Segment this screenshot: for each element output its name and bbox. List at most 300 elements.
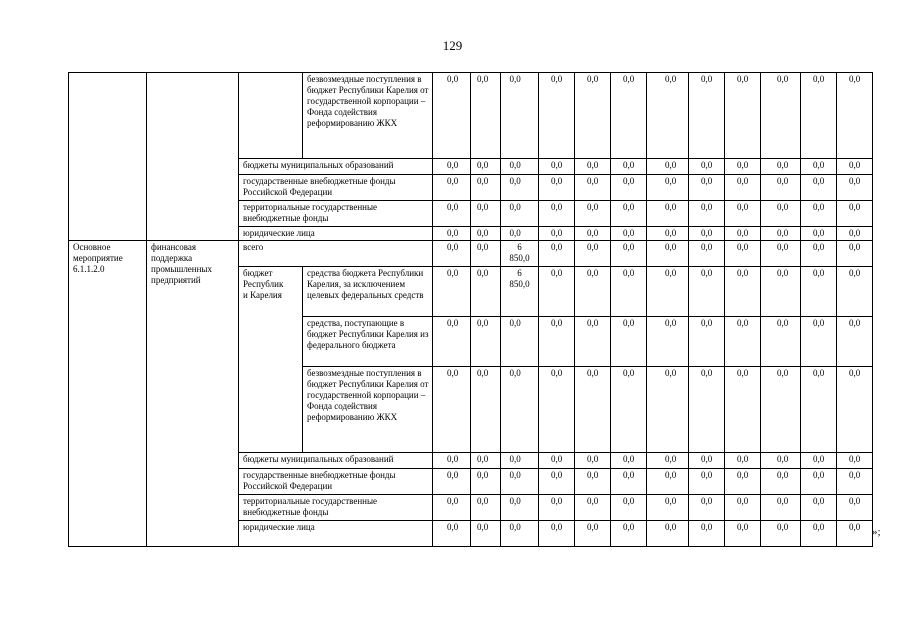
cell-value: 0,0 — [551, 470, 563, 480]
value-cell — [433, 175, 471, 201]
value-cell — [501, 267, 539, 317]
value-cell — [837, 521, 873, 547]
cell-value: 0,0 — [477, 268, 489, 278]
cell-value: 0,0 — [623, 242, 635, 252]
value-cell — [471, 73, 501, 159]
cell-value: 0,0 — [447, 160, 459, 170]
value-cell — [471, 227, 501, 241]
value-cell — [837, 495, 873, 521]
cell-value: 0,0 — [551, 242, 563, 252]
cell-value: 0,0 — [737, 496, 749, 506]
cell-value: 0,0 — [665, 470, 677, 480]
value-cell — [725, 267, 761, 317]
cell-value: 0,0 — [587, 242, 599, 252]
cell-value: 0,0 — [623, 176, 635, 186]
cell-value: 0,0 — [587, 268, 599, 278]
cell-value: 0,0 — [665, 202, 677, 212]
cell-value: 0,0 — [665, 522, 677, 532]
cell-value: 0,0 — [737, 74, 749, 84]
value-cell — [575, 201, 611, 227]
cell-value: 0,0 — [701, 74, 713, 84]
value-cell — [725, 495, 761, 521]
cell-value: 0,0 — [447, 74, 459, 84]
cell-value: 0,0 — [477, 368, 489, 378]
cell-value: 0,0 — [509, 496, 521, 506]
cell-value: 0,0 — [777, 160, 789, 170]
value-cell — [611, 367, 647, 453]
value-cell — [575, 367, 611, 453]
value-cell — [647, 367, 689, 453]
value-cell — [471, 241, 501, 267]
activity-code: Основное мероприятие 6.1.1.2.0 — [69, 241, 147, 547]
value-cell — [647, 469, 689, 495]
cell-value: 0,0 — [551, 74, 563, 84]
value-cell — [725, 241, 761, 267]
cell-value: 0,0 — [509, 202, 521, 212]
value-cell — [725, 73, 761, 159]
value-cell — [501, 469, 539, 495]
cell-value: 0,0 — [701, 176, 713, 186]
cell-value: 0,0 — [701, 160, 713, 170]
cell-value: 0,0 — [813, 228, 825, 238]
value-cell — [761, 227, 801, 241]
cell-value: 0,0 — [551, 496, 563, 506]
cell-value: 0,0 — [777, 202, 789, 212]
value-cell — [725, 175, 761, 201]
cell-value: 0,0 — [587, 228, 599, 238]
value-cell — [575, 267, 611, 317]
cell-value: 0,0 — [587, 368, 599, 378]
cell-value: 0,0 — [623, 368, 635, 378]
cell-value: 0,0 — [477, 470, 489, 480]
cell-value: 0,0 — [777, 368, 789, 378]
cell-value: 0,0 — [587, 202, 599, 212]
value-cell — [647, 495, 689, 521]
cell-value: 0,0 — [477, 318, 489, 328]
cell-value: 0,0 — [849, 268, 861, 278]
cell-value: 0,0 — [509, 454, 521, 464]
cell-value: 0,0 — [737, 242, 749, 252]
value-cell — [471, 495, 501, 521]
cell-value: 0,0 — [849, 176, 861, 186]
value-cell — [837, 317, 873, 367]
cell-value: 0,0 — [849, 74, 861, 84]
cell-value: 0,0 — [777, 268, 789, 278]
value-cell — [433, 227, 471, 241]
cell-value: 0,0 — [737, 470, 749, 480]
value-cell — [501, 175, 539, 201]
value-cell — [501, 227, 539, 241]
value-cell — [539, 175, 575, 201]
value-cell — [647, 201, 689, 227]
cell-value: 0,0 — [477, 496, 489, 506]
cell-value: 0,0 — [777, 228, 789, 238]
cell-value: 0,0 — [447, 496, 459, 506]
value-cell — [575, 521, 611, 547]
value-cell — [611, 495, 647, 521]
value-cell — [539, 317, 575, 367]
cell-value: 0,0 — [623, 202, 635, 212]
value-cell — [689, 73, 725, 159]
closing-quote: »; — [872, 526, 881, 538]
value-cell — [801, 469, 837, 495]
cell-value: 0,0 — [665, 176, 677, 186]
cell-value: 0,0 — [551, 202, 563, 212]
cell-value: 0,0 — [737, 268, 749, 278]
value-cell — [801, 367, 837, 453]
value-cell — [433, 159, 471, 175]
value-cell — [539, 367, 575, 453]
value-cell — [501, 201, 539, 227]
source-cell: бюджеты муниципальных образований — [239, 453, 433, 469]
cell-value: 0,0 — [813, 160, 825, 170]
cell-value: 0,0 — [623, 522, 635, 532]
cell-value: 0,0 — [813, 470, 825, 480]
budget-table — [68, 72, 873, 547]
value-cell — [433, 241, 471, 267]
cell-value: 0,0 — [777, 318, 789, 328]
value-cell — [471, 469, 501, 495]
value-cell — [575, 469, 611, 495]
value-cell — [837, 469, 873, 495]
source-cell: юридические лица — [239, 227, 433, 241]
cell-value: 0,0 — [477, 228, 489, 238]
cell-value: 0,0 — [477, 242, 489, 252]
value-cell — [761, 495, 801, 521]
value-cell — [689, 469, 725, 495]
cell-value: 0,0 — [777, 176, 789, 186]
cell-value: 0,0 — [477, 522, 489, 532]
value-cell — [433, 453, 471, 469]
value-cell — [837, 241, 873, 267]
value-cell — [689, 495, 725, 521]
value-cell — [761, 453, 801, 469]
cell-value: 0,0 — [737, 202, 749, 212]
empty-cell — [69, 73, 147, 241]
source-cell: юридические лица — [239, 521, 433, 547]
value-cell — [761, 175, 801, 201]
value-cell — [801, 317, 837, 367]
cell-value: 0,0 — [737, 176, 749, 186]
cell-value: 0,0 — [477, 160, 489, 170]
value-cell — [611, 159, 647, 175]
value-cell — [647, 159, 689, 175]
cell-value: 0,0 — [777, 470, 789, 480]
value-cell — [689, 159, 725, 175]
cell-value: 0,0 — [587, 496, 599, 506]
cell-value-part: 6 — [517, 268, 522, 278]
value-cell — [611, 267, 647, 317]
cell-value-part: 6 — [517, 242, 522, 252]
cell-value: 0,0 — [777, 242, 789, 252]
value-cell — [761, 73, 801, 159]
cell-value: 0,0 — [849, 368, 861, 378]
value-cell — [539, 453, 575, 469]
value-cell — [539, 73, 575, 159]
value-cell — [611, 469, 647, 495]
cell-value: 0,0 — [587, 160, 599, 170]
cell-value: 0,0 — [849, 454, 861, 464]
value-cell — [689, 241, 725, 267]
cell-value: 0,0 — [737, 368, 749, 378]
cell-value: 0,0 — [623, 470, 635, 480]
cell-value: 0,0 — [813, 454, 825, 464]
value-cell — [433, 73, 471, 159]
cell-value: 0,0 — [623, 454, 635, 464]
cell-value: 0,0 — [509, 160, 521, 170]
cell-value: 0,0 — [623, 160, 635, 170]
value-cell — [689, 521, 725, 547]
cell-value: 0,0 — [701, 268, 713, 278]
value-cell — [611, 175, 647, 201]
value-cell — [471, 267, 501, 317]
value-cell — [689, 367, 725, 453]
cell-value: 0,0 — [813, 496, 825, 506]
value-cell — [611, 201, 647, 227]
value-cell — [725, 227, 761, 241]
value-cell — [689, 201, 725, 227]
value-cell — [647, 453, 689, 469]
cell-value: 0,0 — [665, 368, 677, 378]
value-cell — [471, 367, 501, 453]
cell-value: 0,0 — [587, 522, 599, 532]
value-cell — [837, 201, 873, 227]
value-cell — [837, 367, 873, 453]
value-cell — [611, 227, 647, 241]
cell-value: 0,0 — [849, 160, 861, 170]
cell-value: 0,0 — [701, 202, 713, 212]
cell-value: 0,0 — [551, 318, 563, 328]
cell-value: 0,0 — [701, 496, 713, 506]
cell-value: 0,0 — [665, 268, 677, 278]
cell-value: 0,0 — [447, 268, 459, 278]
value-cell — [539, 241, 575, 267]
cell-value: 0,0 — [849, 470, 861, 480]
value-cell — [501, 241, 539, 267]
cell-value: 0,0 — [737, 454, 749, 464]
cell-value: 0,0 — [849, 496, 861, 506]
value-cell — [501, 317, 539, 367]
value-cell — [761, 521, 801, 547]
cell-value: 0,0 — [509, 228, 521, 238]
cell-value: 0,0 — [447, 202, 459, 212]
source-cell: территориальные государственные внебюджетные фонды — [239, 495, 433, 521]
cell-value: 0,0 — [701, 318, 713, 328]
cell-value: 0,0 — [509, 368, 521, 378]
cell-value: 0,0 — [813, 368, 825, 378]
value-cell — [689, 175, 725, 201]
value-cell — [539, 495, 575, 521]
source-cell: территориальные государственные внебюджетные фонды — [239, 201, 433, 227]
value-cell — [611, 73, 647, 159]
budget-rk-label: бюджет Республики Карелия — [239, 267, 303, 453]
cell-value: 0,0 — [665, 228, 677, 238]
value-cell — [471, 317, 501, 367]
empty-cell — [147, 73, 239, 241]
value-cell — [611, 453, 647, 469]
value-cell — [575, 73, 611, 159]
cell-value: 0,0 — [665, 242, 677, 252]
value-cell — [539, 267, 575, 317]
cell-value: 0,0 — [447, 176, 459, 186]
value-cell — [501, 453, 539, 469]
source-cell: бюджеты муниципальных образований — [239, 159, 433, 175]
value-cell — [501, 367, 539, 453]
value-cell — [837, 159, 873, 175]
value-cell — [837, 175, 873, 201]
value-cell — [725, 367, 761, 453]
value-cell — [575, 495, 611, 521]
value-cell — [539, 469, 575, 495]
value-cell — [761, 241, 801, 267]
value-cell — [575, 453, 611, 469]
cell-value: 0,0 — [737, 160, 749, 170]
cell-value: 0,0 — [849, 242, 861, 252]
value-cell — [801, 73, 837, 159]
table-row — [69, 73, 873, 159]
value-cell — [433, 521, 471, 547]
value-cell — [801, 227, 837, 241]
cell-value: 0,0 — [665, 496, 677, 506]
value-cell — [725, 317, 761, 367]
value-cell — [801, 241, 837, 267]
value-cell — [575, 159, 611, 175]
cell-value: 0,0 — [737, 318, 749, 328]
value-cell — [539, 201, 575, 227]
cell-value: 0,0 — [587, 318, 599, 328]
value-cell — [433, 367, 471, 453]
value-cell — [689, 267, 725, 317]
activity-name: финансовая поддержка промышленных предприятий — [147, 241, 239, 547]
value-cell — [761, 317, 801, 367]
source-cell: государственные внебюджетные фонды Российской Федерации — [239, 175, 433, 201]
value-cell — [801, 453, 837, 469]
cell-value: 0,0 — [587, 74, 599, 84]
cell-value: 0,0 — [447, 454, 459, 464]
cell-value: 0,0 — [509, 176, 521, 186]
value-cell — [647, 227, 689, 241]
value-cell — [611, 317, 647, 367]
cell-value-part: 850,0 — [509, 253, 530, 263]
value-cell — [837, 267, 873, 317]
value-cell — [575, 241, 611, 267]
value-cell — [689, 317, 725, 367]
value-cell — [647, 175, 689, 201]
value-cell — [837, 73, 873, 159]
source-cell: средства бюджета Республики Карелия, за исключением целевых федеральных средств — [303, 267, 433, 317]
value-cell — [761, 201, 801, 227]
cell-value: 0,0 — [737, 228, 749, 238]
value-cell — [471, 201, 501, 227]
source-cell: безвозмездные поступления в бюджет Республики Карелия от государственной корпорации – Фонда содействия реформированию ЖКХ — [303, 73, 433, 159]
cell-value: 0,0 — [477, 176, 489, 186]
value-cell — [539, 521, 575, 547]
cell-value — [509, 268, 529, 290]
cell-value: 0,0 — [813, 176, 825, 186]
cell-value: 0,0 — [551, 268, 563, 278]
cell-value: 0,0 — [813, 318, 825, 328]
cell-value: 0,0 — [813, 74, 825, 84]
cell-value: 0,0 — [737, 522, 749, 532]
cell-value: 0,0 — [701, 470, 713, 480]
cell-value: 0,0 — [447, 242, 459, 252]
value-cell — [689, 227, 725, 241]
value-cell — [501, 521, 539, 547]
value-cell — [575, 227, 611, 241]
value-cell — [761, 159, 801, 175]
value-cell — [801, 495, 837, 521]
value-cell — [725, 521, 761, 547]
value-cell — [761, 267, 801, 317]
cell-value: 0,0 — [623, 228, 635, 238]
cell-value: 0,0 — [447, 228, 459, 238]
cell-value: 0,0 — [849, 522, 861, 532]
value-cell — [725, 453, 761, 469]
cell-value: 0,0 — [447, 318, 459, 328]
empty-cell — [239, 73, 303, 159]
cell-value: 0,0 — [623, 268, 635, 278]
value-cell — [471, 521, 501, 547]
cell-value: 0,0 — [551, 522, 563, 532]
value-cell — [761, 469, 801, 495]
cell-value: 0,0 — [813, 522, 825, 532]
value-cell — [837, 227, 873, 241]
cell-value: 0,0 — [813, 202, 825, 212]
value-cell — [433, 495, 471, 521]
value-cell — [539, 227, 575, 241]
cell-value: 0,0 — [477, 454, 489, 464]
value-cell — [837, 453, 873, 469]
value-cell — [725, 159, 761, 175]
cell-value: 0,0 — [551, 454, 563, 464]
value-cell — [501, 495, 539, 521]
value-cell — [575, 175, 611, 201]
cell-value: 0,0 — [509, 318, 521, 328]
cell-value: 0,0 — [447, 522, 459, 532]
cell-value: 0,0 — [665, 160, 677, 170]
value-cell — [433, 469, 471, 495]
value-cell — [725, 469, 761, 495]
cell-value: 0,0 — [849, 228, 861, 238]
cell-value: 0,0 — [587, 470, 599, 480]
value-cell — [539, 159, 575, 175]
cell-value-part: 850,0 — [509, 279, 530, 289]
value-cell — [801, 175, 837, 201]
value-cell — [647, 521, 689, 547]
cell-value: 0,0 — [777, 454, 789, 464]
cell-value: 0,0 — [623, 496, 635, 506]
cell-value: 0,0 — [777, 74, 789, 84]
value-cell — [647, 317, 689, 367]
value-cell — [501, 73, 539, 159]
cell-value — [509, 242, 529, 264]
value-cell — [433, 201, 471, 227]
source-cell: государственные внебюджетные фонды Российской Федерации — [239, 469, 433, 495]
cell-value: 0,0 — [849, 202, 861, 212]
value-cell — [761, 367, 801, 453]
source-cell: средства, поступающие в бюджет Республики Карелия из федерального бюджета — [303, 317, 433, 367]
cell-value: 0,0 — [509, 74, 521, 84]
cell-value: 0,0 — [813, 268, 825, 278]
cell-value: 0,0 — [777, 496, 789, 506]
cell-value: 0,0 — [551, 160, 563, 170]
cell-value: 0,0 — [665, 454, 677, 464]
cell-value: 0,0 — [447, 368, 459, 378]
table-row — [69, 241, 873, 267]
cell-value: 0,0 — [777, 522, 789, 532]
cell-value: 0,0 — [509, 522, 521, 532]
cell-value: 0,0 — [551, 228, 563, 238]
